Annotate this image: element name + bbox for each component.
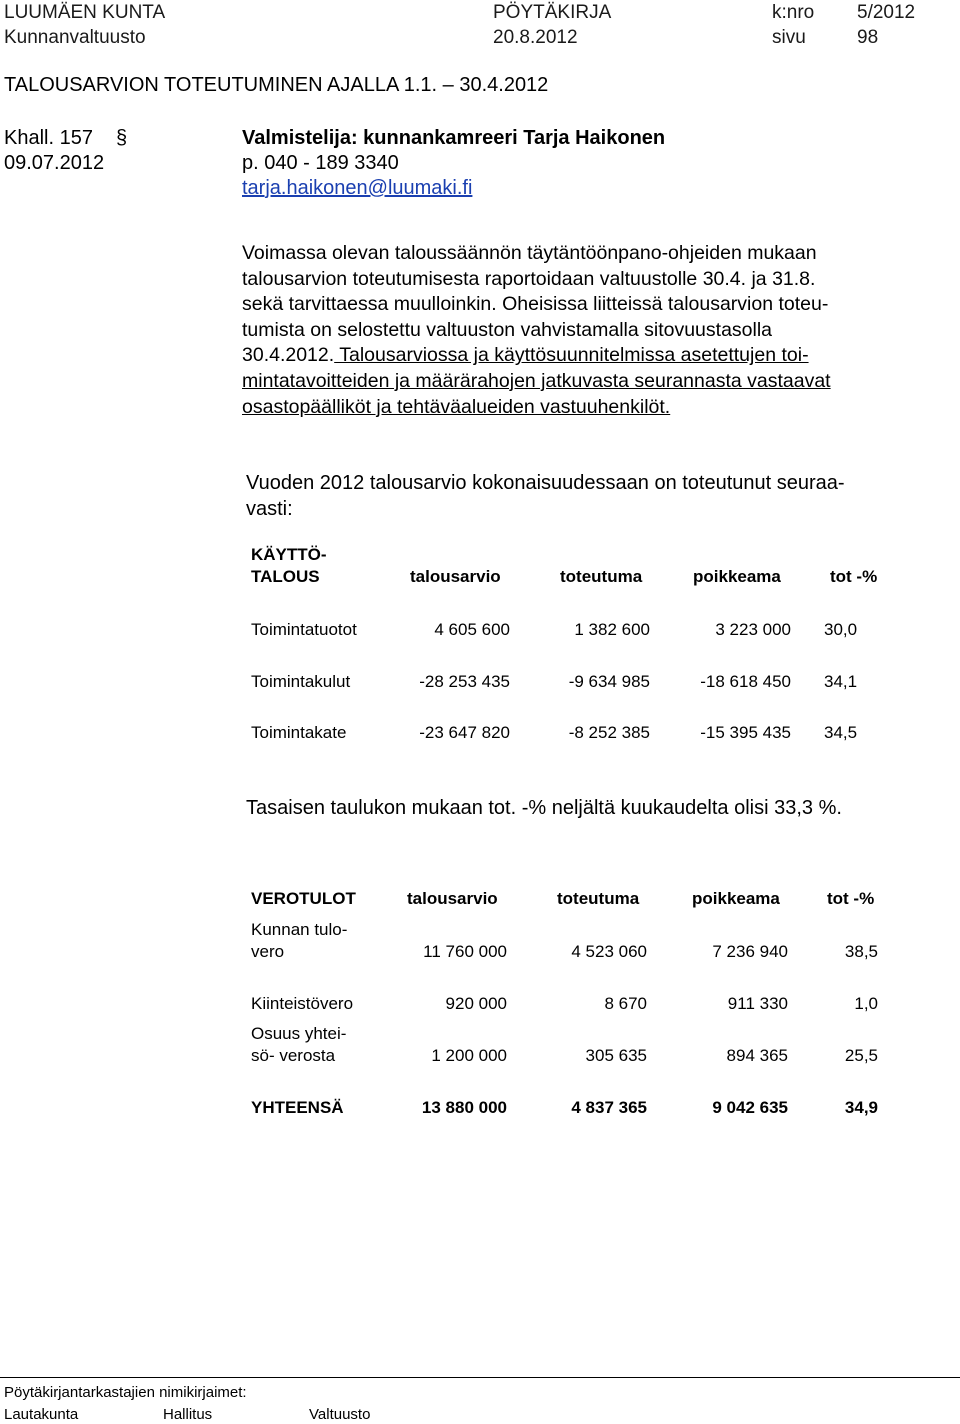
- cell-toteutuma: 1 382 600: [574, 620, 650, 639]
- cell-talousarvio: 4 605 600: [434, 620, 510, 639]
- document-title: TALOUSARVION TOTEUTUMINEN AJALLA 1.1. – 30.4.2012: [4, 74, 549, 96]
- cell-toteutuma: 4 837 365: [571, 1098, 647, 1117]
- preparer-phone: p. 040 - 189 3340: [242, 152, 399, 174]
- column-header: tot -%: [830, 567, 878, 586]
- body-name: Kunnanvaltuusto: [4, 27, 146, 48]
- cell-talousarvio: 920 000: [445, 994, 507, 1013]
- cell-talousarvio: -28 253 435: [419, 672, 510, 691]
- cell-poikkeama: 894 365: [726, 1046, 788, 1065]
- cell-toteutuma: -9 634 985: [568, 672, 650, 691]
- footer-lautakunta: Lautakunta: [4, 1406, 79, 1423]
- column-header: talousarvio: [407, 889, 498, 908]
- summary-line: vasti:: [246, 498, 293, 520]
- cell-tot: 25,5: [844, 1046, 878, 1065]
- intro-text: sekä tarvittaessa muulloinkin.: [242, 293, 497, 316]
- intro-text-underlined: Talousarviossa ja käyttösuunnitelmissa asetettujen toi-: [334, 344, 809, 367]
- case-date: 09.07.2012: [4, 152, 105, 174]
- cell-poikkeama: 3 223 000: [715, 620, 791, 639]
- cell-tot: 1,0: [854, 994, 878, 1013]
- intro-line-underlined: osastopäälliköt ja tehtäväalueiden vastuuhenkilöt.: [242, 395, 671, 418]
- cell-toteutuma: 4 523 060: [571, 942, 647, 961]
- cell-toteutuma: -8 252 385: [568, 723, 650, 742]
- row-label: YHTEENSÄ: [251, 1098, 344, 1117]
- cell-toteutuma: 8 670: [604, 994, 647, 1013]
- footer-hallitus: Hallitus: [163, 1406, 213, 1423]
- cell-talousarvio: -23 647 820: [419, 723, 510, 742]
- cell-poikkeama: -18 618 450: [700, 672, 791, 691]
- table-label: TALOUS: [251, 567, 320, 586]
- row-label: Kiinteistövero: [251, 994, 354, 1013]
- cell-poikkeama: 7 236 940: [712, 942, 788, 961]
- column-header: poikkeama: [692, 889, 780, 908]
- cell-talousarvio: 11 760 000: [423, 942, 507, 961]
- column-header: tot -%: [827, 889, 875, 908]
- cell-tot: 30,0: [824, 620, 858, 639]
- cell-talousarvio: 1 200 000: [431, 1046, 507, 1065]
- document-type: PÖYTÄKIRJA: [493, 2, 612, 23]
- summary-paragraph: [246, 470, 845, 522]
- cell-tot: 38,5: [844, 942, 878, 961]
- footer-divider: [0, 1377, 960, 1378]
- intro-paragraph: [242, 241, 831, 420]
- cell-talousarvio: 13 880 000: [421, 1098, 507, 1117]
- intro-line: [242, 343, 831, 369]
- cell-poikkeama: 911 330: [727, 994, 788, 1013]
- column-header: toteutuma: [557, 889, 640, 908]
- cell-poikkeama: -15 395 435: [700, 723, 791, 742]
- cell-poikkeama: 9 042 635: [712, 1098, 788, 1117]
- section-icon: §: [116, 127, 128, 149]
- intro-line: talousarvion toteutumisesta raportoidaan valtuustolle 30.4. ja 31.8.: [242, 267, 816, 290]
- intro-line-underlined: mintatavoitteiden ja määrärahojen jatkuvasta seurannasta vastaavat: [242, 369, 831, 392]
- preparer-email-link[interactable]: tarja.haikonen@luumaki.fi: [242, 177, 473, 199]
- preparer: Valmistelija: kunnankamreeri Tarja Haikonen: [242, 127, 666, 149]
- row-label: Toimintakate: [251, 723, 347, 742]
- column-header: poikkeama: [693, 567, 781, 586]
- intro-text: Oheisissa liitteissä talousarvion toteu-: [496, 293, 829, 316]
- intro-line: [242, 292, 831, 318]
- summary-line: Vuoden 2012 talousarvio kokonaisuudessaan on toteutunut seuraa-: [246, 472, 845, 494]
- cell-tot: 34,5: [824, 723, 858, 742]
- page-label: sivu: [772, 27, 806, 48]
- row-label: Toimintakulut: [251, 672, 351, 691]
- row-label: Toimintatuotot: [251, 620, 357, 639]
- table-label: KÄYTTÖ-: [251, 545, 327, 564]
- column-header: talousarvio: [410, 567, 501, 586]
- note-text: Tasaisen taulukon mukaan tot. -% neljältä kuukaudelta olisi 33,3 %.: [246, 797, 842, 819]
- column-header: toteutuma: [560, 567, 643, 586]
- case-number: Khall. 157: [4, 127, 93, 149]
- knro-value: 5/2012: [857, 2, 916, 23]
- cell-tot: 34,1: [824, 672, 858, 691]
- municipality-name: LUUMÄEN KUNTA: [4, 2, 166, 23]
- intro-line: tumista on selostettu valtuuston vahvistamalla sitovuustasolla: [242, 318, 773, 341]
- table-label: VEROTULOT: [251, 889, 356, 908]
- row-label: Osuus yhtei-: [251, 1024, 347, 1043]
- cell-tot: 34,9: [844, 1098, 878, 1117]
- knro-label: k:nro: [772, 2, 815, 23]
- row-label: vero: [251, 942, 285, 961]
- footer-label: Pöytäkirjantarkastajien nimikirjaimet:: [4, 1384, 247, 1401]
- intro-text: 30.4.2012.: [242, 344, 335, 367]
- cell-toteutuma: 305 635: [585, 1046, 647, 1065]
- row-label: Kunnan tulo-: [251, 920, 348, 939]
- intro-line: Voimassa olevan taloussäännön täytäntöönpano-ohjeiden mukaan: [242, 242, 817, 264]
- footer-valtuusto: Valtuusto: [309, 1406, 371, 1423]
- page-number: 98: [857, 27, 879, 48]
- row-label: sö- verosta: [251, 1046, 336, 1065]
- meeting-date: 20.8.2012: [493, 27, 578, 48]
